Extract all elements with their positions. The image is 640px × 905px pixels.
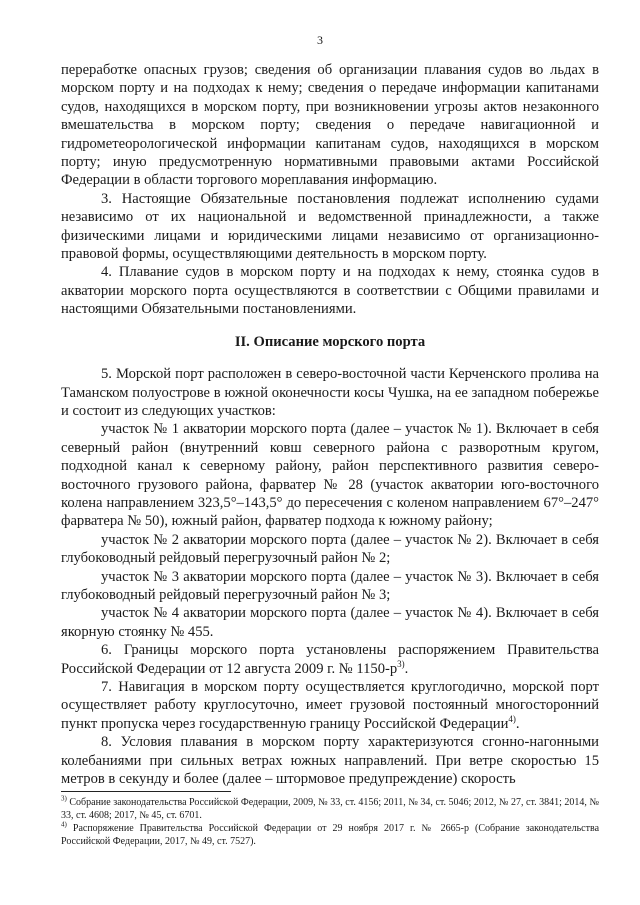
- footnote-3-text: Собрание законодательства Российской Федерации, 2009, № 33, ст. 4156; 2011, № 34, ст. 5046; 2012, № 27, ст. 3841; 2014, № 33, ст. 4608; 2017, № 45, ст. 6701.: [61, 797, 599, 821]
- paragraph-5: 5. Морской порт расположен в северо-восточной части Керченского пролива на Таманском полуострове в южной оконечности косы Чушка, на ее западном побережье и состоит из следующих участков:: [61, 366, 599, 419]
- footnote-divider: [61, 791, 231, 792]
- document-body: [61, 61, 599, 788]
- footnote-3-mark: 3): [61, 794, 67, 803]
- footnote-3: [61, 794, 599, 822]
- footnote-4-mark: 4): [61, 820, 67, 829]
- paragraph-7: [61, 678, 599, 733]
- paragraph-7-text: 7. Навигация в морском порту осуществляется круглогодично, морской порт осуществляет работу круглосуточно, имеет грузовой постоянный многосторонний пункт пропуска через государственную границу Российской Федерации: [61, 679, 599, 732]
- paragraph-6-text: 6. Границы морского порта установлены распоряжением Правительства Российской Федерации от 12 августа 2009 г. № 1150-р: [61, 642, 599, 677]
- paragraph-3: 3. Настоящие Обязательные постановления подлежат исполнению судами независимо от их национальной и ведомственной принадлежности, а также физическими лицами и юридическими лицами независимо от организационно-правовой формы, осуществляющими деятельность в морском порту.: [61, 190, 599, 263]
- paragraph-5-area-3: участок № 3 акватории морского порта (далее – участок № 3). Включает в себя глубоководный рейдовый перегрузочный район № 3;: [61, 568, 599, 603]
- footnote-4: [61, 820, 600, 848]
- paragraph-6-end: .: [404, 660, 409, 677]
- paragraph-continuation: переработке опасных грузов; сведения об организации плавания судов во льдах в морском порту и на подходах к нему; сведения о передаче информации капитанами судов, находящихся в морском порту, при возникновении угрозы актов незаконного вмешательства в морском порту; сведения о передаче навигационной и гидрометеорологической информации капитанам судов, находящихся в морском порту; иную предусмотренную нормативными правовыми актами Российской Федерации в области торгового мореплавания информацию.: [61, 62, 599, 189]
- paragraph-8: 8. Условия плавания в морском порту характеризуются сгонно-нагонными колебаниями при сильных ветрах южных направлений. При ветре скоростью 15 метров в секунду и более (далее – штормовое предупреждение) скорость: [61, 734, 599, 788]
- footnotes: [61, 794, 600, 849]
- paragraph-5-area-1: участок № 1 акватории морского порта (далее – участок № 1). Включает в себя северный район (внутренний ковш северного района с разворотным кругом, подходной канал к северному району, район перспективного развития северо-восточного грузового района, фарватер № 28 (участок акватории юго-восточного колена направлением 323,5°–143,5° до пересечения с коленом направлением 67°–247° фарватера № 50), южный район, фарватер подхода к южному району;: [61, 421, 599, 530]
- paragraph-5-area-2: участок № 2 акватории морского порта (далее – участок № 2). Включает в себя глубоководный рейдовый перегрузочный район № 2;: [61, 531, 599, 567]
- footnote-ref-3: 3): [397, 658, 405, 669]
- footnote-ref-4: 4): [508, 713, 516, 724]
- page-number: 3: [317, 33, 323, 47]
- paragraph-7-end: .: [515, 715, 520, 732]
- section-heading: II. Описание морского порта: [234, 333, 426, 350]
- paragraph-5-area-4: участок № 4 акватории морского порта (далее – участок № 4). Включает в себя якорную стоянку № 455.: [61, 605, 599, 640]
- paragraph-6: [61, 641, 599, 678]
- footnote-4-text: Распоряжение Правительства Российской Федерации от 29 ноября 2017 г. № 2665-р (Собрание законодательства Российской Федерации, 2017, № 49, ст. 7527).: [61, 823, 600, 847]
- paragraph-4: 4. Плавание судов в морском порту и на подходах к нему, стоянка судов в акватории морского порта осуществляются в соответствии с Общими правилами и настоящими Обязательными постановлениями.: [61, 264, 599, 318]
